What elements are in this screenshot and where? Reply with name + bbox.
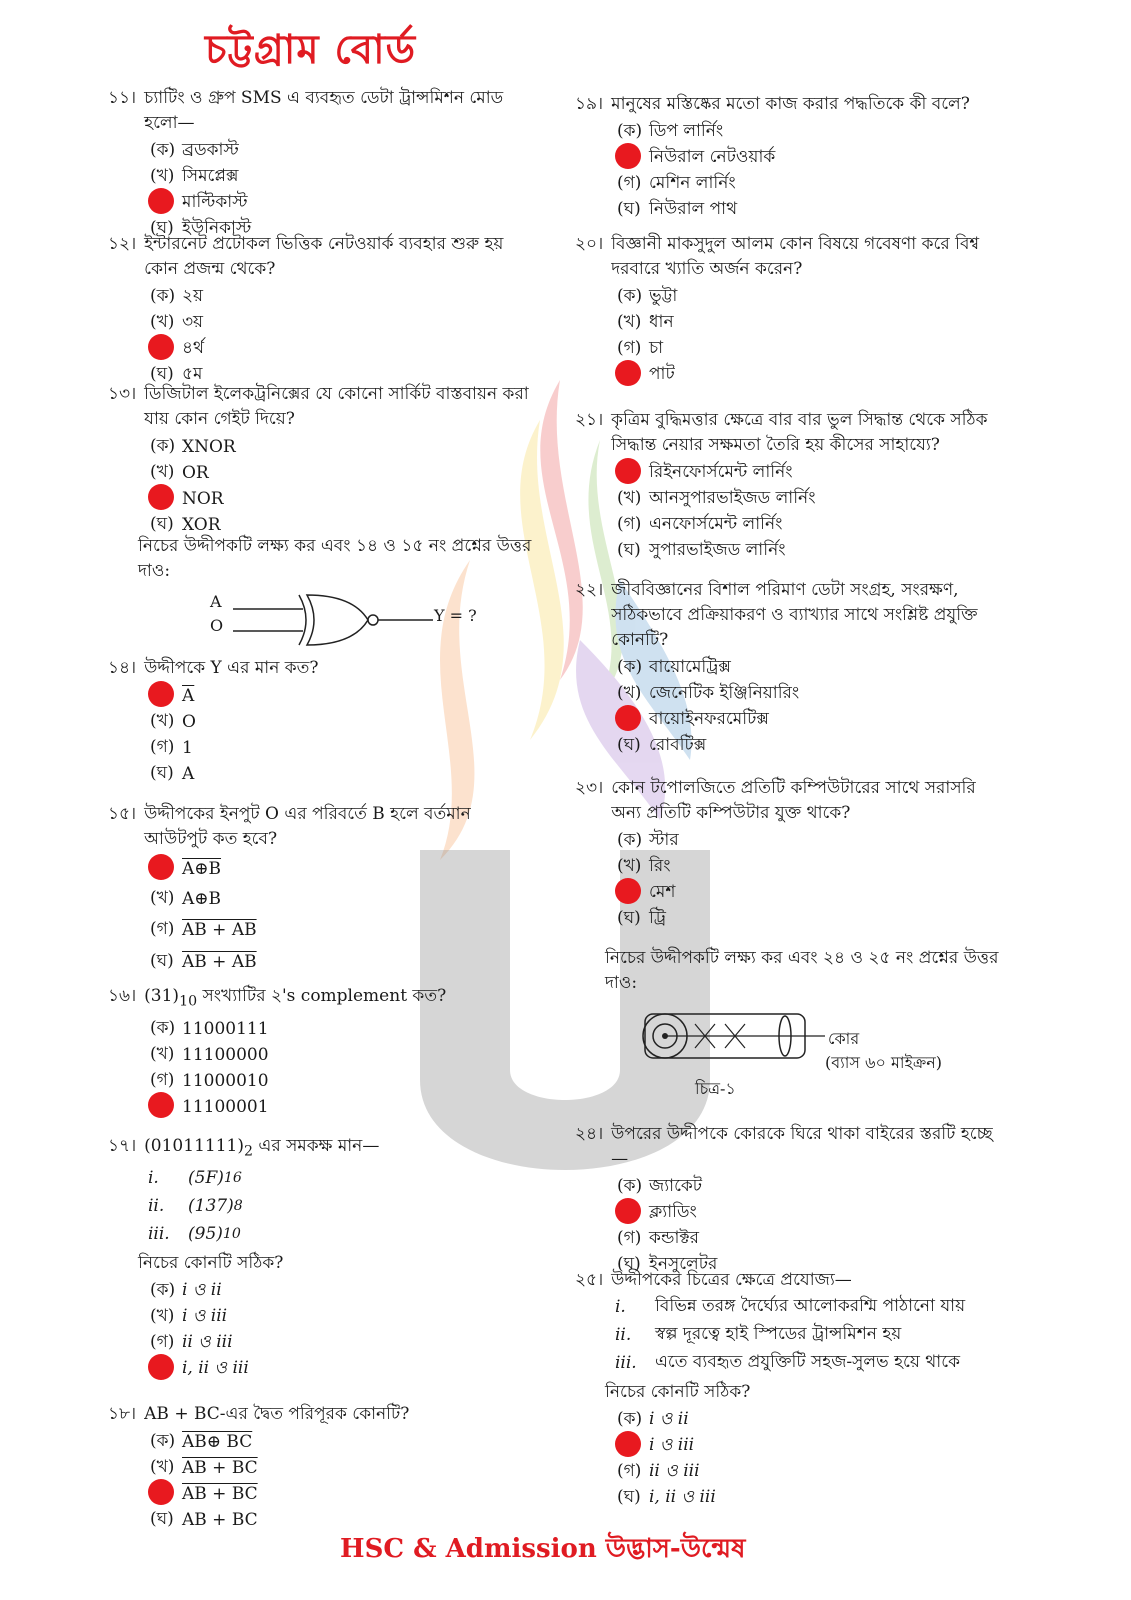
option-gha[interactable]: (ঘ) ইনসুলেটর	[617, 1254, 718, 1274]
answer-dot	[148, 1479, 174, 1505]
option-kha[interactable]: (খ) জেনেটিক ইঞ্জিনিয়ারিং	[617, 683, 800, 703]
question-24: ২৪। উপরের উদ্দীপকে কোরকে ঘিরে থাকা বাইরের স্তরটি হচ্ছে— (ক) জ্যাকেট ক্ল্যাডিং (গ) কন্ডাক্টর (ঘ) ইনসুলেটর	[575, 1122, 1005, 1278]
option-gha[interactable]: (ঘ) ট্রি	[617, 908, 666, 928]
answer-dot	[615, 360, 641, 386]
option-ga-correct[interactable]: বায়োইনফরমেটিক্স	[617, 707, 1005, 733]
option-gha[interactable]: (ঘ) ৫ম	[150, 364, 203, 384]
option-gha[interactable]: (ঘ) i, ii ও iii	[617, 1487, 716, 1507]
option-ga-correct[interactable]: মাল্টিকাস্ট	[150, 190, 538, 216]
question-text: চ্যাটিং ও গ্রুপ SMS এ ব্যবহৃত ডেটা ট্রান্সমিশন মোড হলো—	[144, 88, 504, 133]
which-correct-prompt: নিচের কোনটি সঠিক?	[138, 1253, 284, 1274]
question-16: ১৬। $(31)_{10}$ সংখ্যাটির ২'s complement কত? (ক) 11000111 (খ) 11100000 (গ) 11000010 11100001	[108, 984, 538, 1120]
option-ka[interactable]: (ক) জ্যাকেট	[617, 1176, 703, 1196]
option-ga[interactable]: (গ) মেশিন লার্নিং	[617, 173, 736, 193]
option-ka[interactable]: (ক) AB⊕ BC	[150, 1431, 253, 1452]
question-14: ১৪। উদ্দীপকে Y এর মান কত? $\overline{A}$ (খ) O (গ) 1 (ঘ) A	[108, 656, 538, 787]
answer-dot	[148, 188, 174, 214]
question-11	[108, 86, 538, 242]
question-number: ১১।	[108, 88, 137, 108]
gate-output: Y = ?	[434, 606, 477, 625]
option-ka[interactable]: (ক) 11000111	[150, 1018, 269, 1040]
answer-dot	[148, 1354, 174, 1380]
which-correct-prompt: নিচের কোনটি সঠিক?	[605, 1382, 751, 1402]
option-ka[interactable]: (ক) ব্রডকাস্ট	[150, 140, 239, 160]
option-ga[interactable]: (গ) এনফোর্সমেন্ট লার্নিং	[617, 514, 783, 534]
option-gha[interactable]: (ঘ) XOR	[150, 514, 221, 535]
answer-dot	[615, 1198, 641, 1224]
answer-dot	[615, 705, 641, 731]
option-kha-correct[interactable]: i ও iii	[617, 1433, 1005, 1459]
answer-dot	[148, 681, 174, 707]
statement-i: i. (5F) 16	[148, 1168, 242, 1189]
option-ka-correct[interactable]: A⊕B	[150, 854, 538, 884]
answer-dot	[148, 1092, 174, 1118]
gate-input-a: A	[210, 592, 222, 611]
fiber-optic-cable-diagram	[625, 1004, 825, 1074]
option-ka[interactable]: (ক) ডিপ লার্নিং	[617, 121, 724, 141]
option-ka[interactable]: (ক) ভুট্টা	[617, 286, 678, 306]
option-ka-correct[interactable]: রিইনফোর্সমেন্ট লার্নিং	[617, 460, 1005, 486]
question-23: ২৩। কোন টপোলজিতে প্রতিটি কম্পিউটারের সাথে সরাসরি অন্য প্রতিটি কম্পিউটার যুক্ত থাকে? (ক) স্টার (খ) রিং মেশ (ঘ) ট্রি	[575, 776, 1005, 932]
option-ka[interactable]: (ক) i ও ii	[150, 1280, 222, 1301]
option-kha[interactable]: (খ) ধান	[617, 312, 674, 332]
option-kha[interactable]: (খ) ৩য়	[150, 312, 204, 332]
label-core: কোর	[828, 1029, 860, 1048]
answer-dot	[615, 878, 641, 904]
answer-dot	[148, 484, 174, 510]
statement-iii: iii. (95) 10	[148, 1224, 241, 1245]
figure-caption: চিত্র-১	[695, 1079, 736, 1098]
question-25: ২৫। উদ্দীপকের চিত্রের ক্ষেত্রে প্রযোজ্য— i. বিভিন্ন তরঙ্গ দৈর্ঘ্যের আলোকরশ্মি পাঠানো যায় ii. স্বল্প দূরত্বে হাই স্পিডের ট্রান্সমিশন হয় iii. এতে ব্যবহৃত প্রযুক্তিটি সহজ-সুলভ হয়ে থাকে নিচের কোনটি সঠিক? (ক) i ও ii i ও iii (গ) ii ও iii (ঘ) i, ii ও iii	[575, 1268, 1005, 1511]
passage-14-15: নিচের উদ্দীপকটি লক্ষ্য কর এবং ১৪ ও ১৫ নং প্রশ্নের উত্তর দাও:	[138, 536, 532, 581]
option-gha-correct[interactable]: পাট	[617, 362, 1005, 388]
answer-dot	[615, 458, 641, 484]
option-kha[interactable]: (খ) i ও iii	[150, 1306, 228, 1327]
option-kha-correct[interactable]: নিউরাল নেটওয়ার্ক	[617, 145, 1005, 171]
page-title: চট্টগ্রাম বোর্ড	[205, 27, 417, 73]
option-kha[interactable]: (খ) OR	[150, 462, 209, 483]
option-kha[interactable]: (খ) সিমপ্লেক্স	[150, 166, 239, 186]
option-ga-correct[interactable]: NOR	[150, 486, 538, 512]
question-22: ২২। জীববিজ্ঞানের বিশাল পরিমাণ ডেটা সংগ্রহ, সংরক্ষণ, সঠিকভাবে প্রক্রিয়াকরণ ও ব্যাখ্যার সাথে সংশ্লিষ্ট প্রযুক্তি কোনটি? (ক) বায়োমেট্রিক্স (খ) জেনেটিক ইঞ্জিনিয়ারিং বায়োইনফরমেটিক্স (ঘ) রোবটিক্স	[575, 578, 1005, 759]
option-ga-correct[interactable]: ৪র্থ	[150, 336, 538, 362]
question-12: ১২। ইন্টারনেট প্রটোকল ভিত্তিক নেটওয়ার্ক ব্যবহার শুরু হয় কোন প্রজন্ম থেকে? (ক) ২য় (খ) ৩য় ৪র্থ (ঘ) ৫ম	[108, 232, 538, 388]
option-gha[interactable]: (ঘ) রোবটিক্স	[617, 735, 707, 755]
option-gha[interactable]: (ঘ) AB + BC	[150, 1509, 258, 1530]
option-ka[interactable]: (ক) ২য়	[150, 286, 204, 306]
option-kha-correct[interactable]: ক্ল্যাডিং	[617, 1200, 1005, 1226]
option-kha[interactable]: (খ) O	[150, 711, 196, 732]
statement-ii: ii. (137) 8	[148, 1196, 243, 1217]
statement-iii: iii. এতে ব্যবহৃত প্রযুক্তিটি সহজ-সুলভ হয়ে থাকে	[615, 1352, 960, 1373]
question-13: ১৩। ডিজিটাল ইলেকট্রনিক্সের যে কোনো সার্কিট বাস্তবায়ন করা যায় কোন গেইট দিয়ে? (ক) XNOR (খ) OR NOR (ঘ) XOR	[108, 382, 538, 538]
option-ka[interactable]: (ক) XNOR	[150, 436, 236, 457]
option-ka-correct[interactable]: $\overline{A}$	[150, 683, 538, 709]
option-ka[interactable]: (ক) i ও ii	[617, 1409, 689, 1429]
option-kha[interactable]: (খ) AB + BC	[150, 1457, 258, 1478]
statement-ii: ii. স্বল্প দূরত্বে হাই স্পিডের ট্রান্সমিশন হয়	[615, 1324, 902, 1345]
option-kha[interactable]: (খ) 11100000	[150, 1044, 269, 1066]
statement-i: i. বিভিন্ন তরঙ্গ দৈর্ঘ্যের আলোকরশ্মি পাঠানো যায়	[615, 1296, 966, 1317]
option-kha[interactable]: (খ) আনসুপারভাইজড লার্নিং	[617, 488, 816, 508]
option-ga-correct[interactable]: মেশ	[617, 880, 1005, 906]
option-gha[interactable]: (ঘ) A	[150, 763, 195, 784]
question-21: ২১। কৃত্রিম বুদ্ধিমত্তার ক্ষেত্রে বার বার ভুল সিদ্ধান্ত থেকে সঠিক সিদ্ধান্ত নেয়ার সক্ষমতা তৈরি হয় কীসের সাহায্যে? রিইনফোর্সমেন্ট লার্নিং (খ) আনসুপারভাইজড লার্নিং (গ) এনফোর্সমেন্ট লার্নিং (ঘ) সুপারভাইজড লার্নিং	[575, 408, 1005, 564]
question-17: ১৭। $(01011111)_2$ এর সমকক্ষ মান— i. (5F) 16 ii. (137) 8 iii. (95) 10 নিচের কোনটি সঠিক? (ক) i ও ii (খ) i ও iii (গ) ii ও iii i, ii ও iii	[108, 1134, 538, 1382]
answer-dot	[148, 334, 174, 360]
option-ga[interactable]: (গ) কন্ডাক্টর	[617, 1228, 700, 1248]
gate-input-b: O	[210, 616, 224, 635]
option-ga[interactable]: (গ) AB + AB	[150, 919, 257, 940]
question-15: ১৫। উদ্দীপকের ইনপুট O এর পরিবর্তে B হলে বর্তমান আউটপুট কত হবে? A⊕B (খ) A⊕B (গ) AB + AB (ঘ) AB + AB	[108, 802, 538, 978]
option-gha-correct[interactable]: i, ii ও iii	[150, 1356, 538, 1382]
option-gha[interactable]: (ঘ) নিউরাল পাথ	[617, 199, 738, 219]
option-ga[interactable]: (গ) ii ও iii	[150, 1332, 233, 1353]
answer-dot	[615, 143, 641, 169]
option-ga[interactable]: (গ) চা	[617, 338, 664, 358]
option-ga[interactable]: (গ) ii ও iii	[617, 1461, 700, 1481]
option-gha[interactable]: (ঘ) সুপারভাইজড লার্নিং	[617, 540, 786, 560]
option-kha[interactable]: (খ) A⊕B	[150, 888, 222, 909]
option-gha-correct[interactable]: 11100001	[150, 1094, 538, 1120]
footer-brand: HSC & Admission উদ্ভাস-উন্মেষ	[340, 1534, 746, 1564]
question-18: ১৮। AB + BC-এর দ্বৈত পরিপূরক কোনটি? (ক) AB⊕ BC (খ) AB + BC AB + BC (ঘ) AB + BC	[108, 1402, 538, 1533]
passage-24-25: নিচের উদ্দীপকটি লক্ষ্য কর এবং ২৪ ও ২৫ নং প্রশ্নের উত্তর দাও:	[605, 948, 999, 993]
label-diameter: (ব্যাস ৬০ মাইক্রন)	[825, 1053, 942, 1072]
option-gha[interactable]: (ঘ) AB + AB	[150, 951, 257, 972]
option-gha[interactable]: (ঘ) ইউনিকাস্ট	[150, 218, 252, 238]
question-20: ২০। বিজ্ঞানী মাকসুদুল আলম কোন বিষয়ে গবেষণা করে বিশ্ব দরবারে খ্যাতি অর্জন করেন? (ক) ভুট্টা (খ) ধান (গ) চা পাট	[575, 232, 1005, 388]
option-kha[interactable]: (খ) রিং	[617, 856, 671, 876]
option-ka[interactable]: (ক) স্টার	[617, 830, 679, 850]
option-ga[interactable]: (গ) 1	[150, 737, 193, 758]
answer-dot	[615, 1431, 641, 1457]
option-ga[interactable]: (গ) 11000010	[150, 1070, 269, 1092]
option-ka[interactable]: (ক) বায়োমেট্রিক্স	[617, 657, 731, 677]
question-19: ১৯। মানুষের মস্তিষ্কের মতো কাজ করার পদ্ধতিকে কী বলে? (ক) ডিপ লার্নিং নিউরাল নেটওয়ার্ক (গ) মেশিন লার্নিং (ঘ) নিউরাল পাথ	[575, 92, 1005, 223]
answer-dot	[148, 854, 174, 880]
option-ga-correct[interactable]: AB + BC	[150, 1481, 538, 1507]
